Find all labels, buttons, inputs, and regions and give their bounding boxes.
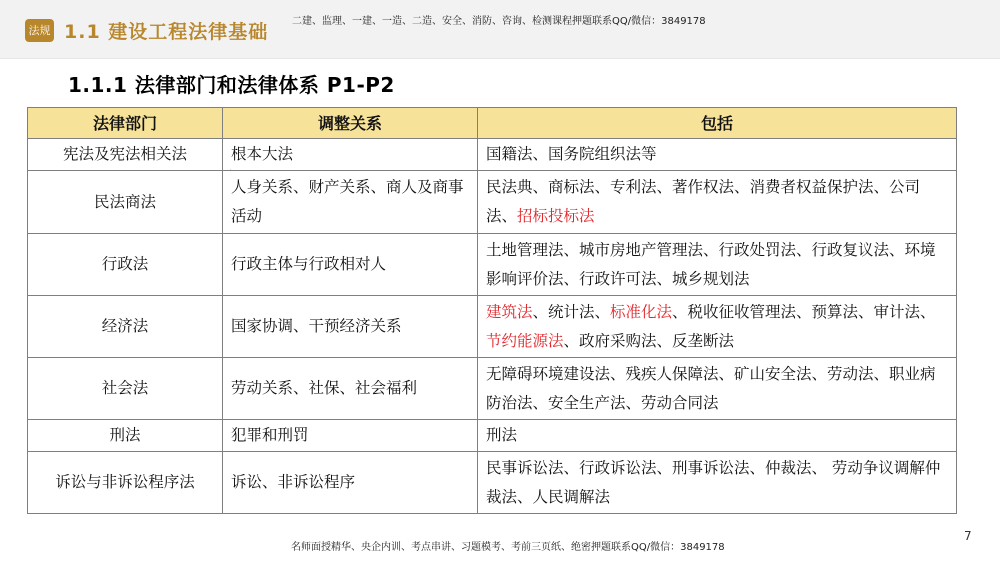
- law-list-text: 国籍法、国务院组织法等: [486, 145, 657, 163]
- cell-relation: 劳动关系、社保、社会福利: [223, 358, 478, 420]
- cell-includes: [478, 452, 957, 514]
- section-title: 1.1 建设工程法律基础: [64, 21, 269, 43]
- cell-department: 刑法: [28, 420, 223, 452]
- table-body: [28, 139, 957, 514]
- highlighted-law-name: 建筑法: [486, 302, 533, 321]
- cell-department: 行政法: [28, 234, 223, 296]
- law-list-text: 、税收征收管理法、预算法、审计法、: [672, 302, 936, 321]
- cell-department: 民法商法: [28, 171, 223, 234]
- table-header-row: [28, 108, 957, 139]
- footer-note: 名师面授精华、央企内训、考点串讲、习题模考、考前三页纸、绝密押题联系QQ/微信：3849178: [291, 542, 725, 553]
- table-row: [28, 139, 957, 171]
- cell-department: 经济法: [28, 296, 223, 358]
- law-badge-icon: 法规: [25, 19, 54, 42]
- column-header-includes: 包括: [478, 108, 957, 139]
- column-header-department: 法律部门: [28, 108, 223, 139]
- law-list-text: 、政府采购法、反垄断法: [563, 331, 735, 350]
- contact-note: 二建、监理、一建、一造、二造、安全、消防、咨询、检测课程押题联系QQ/微信：3849178: [292, 16, 706, 27]
- highlighted-law-name: 标准化法: [610, 302, 673, 321]
- header-bar: [0, 0, 1000, 59]
- cell-department: 诉讼与非诉讼程序法: [28, 452, 223, 514]
- page-number: 7: [964, 529, 972, 543]
- cell-includes: [478, 139, 957, 171]
- law-list-text: 民法典、商标法、专利法、著作权法、消费者权益保护法、公司法、: [486, 178, 921, 225]
- law-list-text: 刑法: [486, 426, 518, 444]
- cell-relation: 行政主体与行政相对人: [223, 234, 478, 296]
- cell-department: 宪法及宪法相关法: [28, 139, 223, 171]
- cell-relation: 犯罪和刑罚: [223, 420, 478, 452]
- cell-includes: [478, 171, 957, 234]
- table-row: [28, 358, 957, 420]
- cell-includes: [478, 234, 957, 296]
- table-row: [28, 234, 957, 296]
- cell-relation: 人身关系、财产关系、商人及商事活动: [223, 171, 478, 234]
- law-list-text: 民事诉讼法、行政诉讼法、刑事诉讼法、仲裁法、 劳动争议调解仲裁法、人民调解法: [486, 458, 941, 506]
- table-row: [28, 171, 957, 234]
- law-list-text: 、统计法、: [532, 302, 611, 321]
- law-list-text: 土地管理法、城市房地产管理法、行政处罚法、行政复议法、环境影响评价法、行政许可法、城乡规划法: [486, 240, 936, 288]
- table-row: [28, 452, 957, 514]
- cell-relation: 诉讼、非诉讼程序: [223, 452, 478, 514]
- watermark-mark: ·: [226, 165, 237, 175]
- cell-includes: [478, 420, 957, 452]
- cell-relation: 根本大法: [223, 139, 478, 171]
- highlighted-law-name: 节约能源法: [486, 331, 564, 350]
- column-header-relation: 调整关系: [223, 108, 478, 139]
- cell-relation: 国家协调、干预经济关系: [223, 296, 478, 358]
- highlighted-law-name: 招标投标法: [517, 207, 595, 225]
- law-list-text: 无障碍环境建设法、残疾人保障法、矿山安全法、劳动法、职业病防治法、安全生产法、劳动合同法: [486, 364, 936, 412]
- cell-department: 社会法: [28, 358, 223, 420]
- table-row: [28, 420, 957, 452]
- law-departments-table: [27, 107, 957, 514]
- cell-includes: [478, 358, 957, 420]
- table-row: [28, 296, 957, 358]
- cell-includes: [478, 296, 957, 358]
- page-title: 1.1.1 法律部门和法律体系 P1-P2: [68, 73, 395, 97]
